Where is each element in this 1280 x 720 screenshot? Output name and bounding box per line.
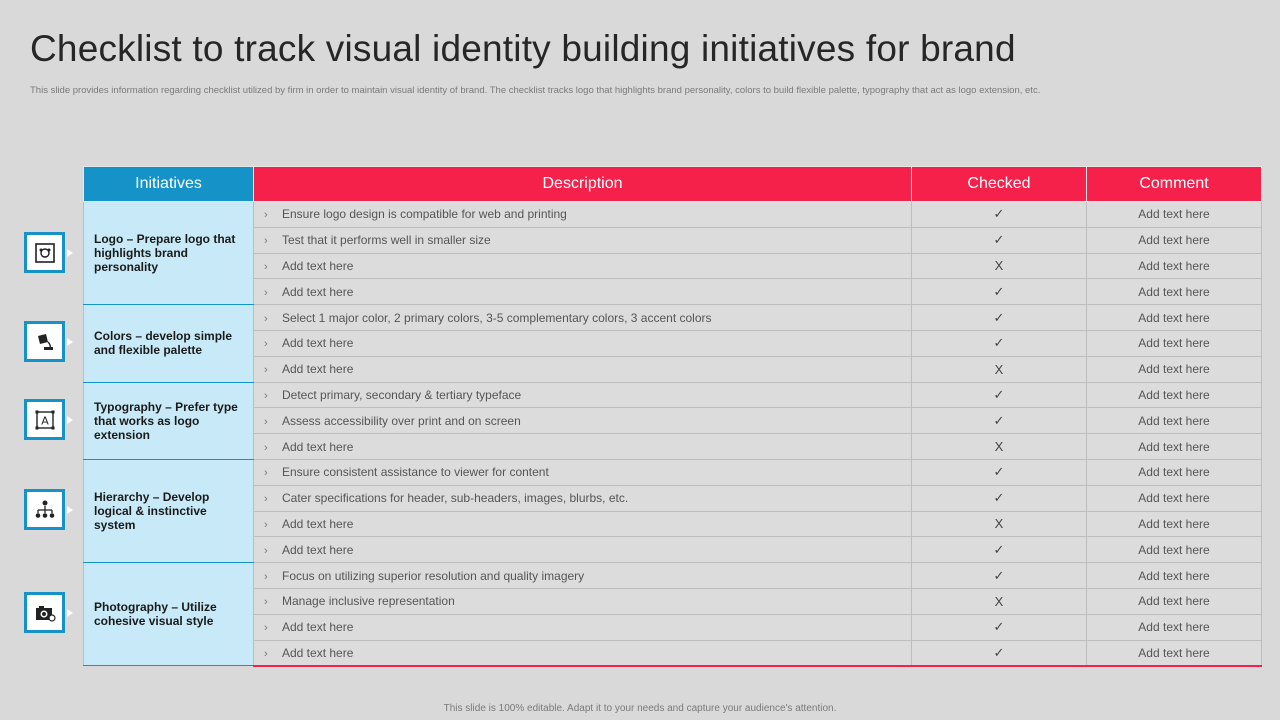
logo-arrow — [67, 249, 73, 257]
logo-frame-icon — [33, 241, 57, 265]
description-text: Select 1 major color, 2 primary colors, 3-5 complementary colors, 3 accent colors — [282, 310, 712, 325]
comment-cell[interactable]: Add text here — [1087, 202, 1262, 228]
table-row — [84, 537, 1262, 563]
description-cell — [254, 459, 912, 485]
slide-subtitle: This slide provides information regarding checklist utilized by firm in order to maintain visual identity of brand. The checklist tracks logo that highlights brand personality, colors to build flexible palette, typography that act as logo extension, etc. — [30, 85, 1041, 96]
description-cell — [254, 614, 912, 640]
comment-cell[interactable]: Add text here — [1087, 588, 1262, 614]
typography-icon — [33, 408, 57, 432]
description-cell — [254, 227, 912, 253]
checked-cell: ✓ — [912, 537, 1087, 563]
initiative-cell: Photography – Utilize cohesive visual style — [84, 563, 254, 666]
description-text: Add text here — [282, 336, 354, 351]
table-row — [84, 330, 1262, 356]
description-text: Assess accessibility over print and on screen — [282, 413, 521, 428]
chevron-right-icon: › — [264, 338, 268, 351]
chevron-right-icon: › — [264, 467, 268, 480]
table-row — [84, 253, 1262, 279]
description-cell — [254, 253, 912, 279]
description-text: Manage inclusive representation — [282, 594, 455, 609]
comment-cell[interactable]: Add text here — [1087, 511, 1262, 537]
checklist-table — [83, 166, 1262, 667]
chevron-right-icon: › — [264, 647, 268, 660]
comment-cell[interactable]: Add text here — [1087, 614, 1262, 640]
description-cell — [254, 279, 912, 305]
photography-icon-box — [24, 592, 65, 633]
description-text: Add text here — [282, 645, 354, 660]
camera-icon — [33, 601, 57, 625]
comment-cell[interactable]: Add text here — [1087, 356, 1262, 382]
checked-cell: ✓ — [912, 305, 1087, 331]
description-cell — [254, 640, 912, 666]
table-row — [84, 227, 1262, 253]
chevron-right-icon: › — [264, 518, 268, 531]
description-text: Focus on utilizing superior resolution and quality imagery — [282, 568, 585, 583]
typography-arrow — [67, 416, 73, 424]
header-comment: Comment — [1087, 167, 1262, 202]
description-cell — [254, 356, 912, 382]
hierarchy-icon-box — [24, 489, 65, 530]
initiative-cell: Colors – develop simple and flexible palette — [84, 305, 254, 382]
chevron-right-icon: › — [264, 596, 268, 609]
description-cell — [254, 485, 912, 511]
description-cell — [254, 588, 912, 614]
checked-cell: X — [912, 253, 1087, 279]
description-text: Add text here — [282, 362, 354, 377]
comment-cell[interactable]: Add text here — [1087, 253, 1262, 279]
checked-cell: X — [912, 511, 1087, 537]
typography-icon-box — [24, 399, 65, 440]
comment-cell[interactable]: Add text here — [1087, 459, 1262, 485]
description-text: Cater specifications for header, sub-headers, images, blurbs, etc. — [282, 491, 629, 506]
description-cell — [254, 434, 912, 460]
checked-cell: ✓ — [912, 279, 1087, 305]
comment-cell[interactable]: Add text here — [1087, 434, 1262, 460]
comment-cell[interactable]: Add text here — [1087, 330, 1262, 356]
checked-cell: ✓ — [912, 202, 1087, 228]
checked-cell: ✓ — [912, 330, 1087, 356]
comment-cell[interactable]: Add text here — [1087, 485, 1262, 511]
table-row — [84, 434, 1262, 460]
chevron-right-icon: › — [264, 235, 268, 248]
table-row — [84, 202, 1262, 228]
table-row — [84, 640, 1262, 666]
chevron-right-icon: › — [264, 622, 268, 635]
description-text: Add text here — [282, 258, 354, 273]
checked-cell: ✓ — [912, 485, 1087, 511]
chevron-right-icon: › — [264, 493, 268, 506]
chevron-right-icon: › — [264, 312, 268, 325]
description-cell — [254, 202, 912, 228]
checked-cell: ✓ — [912, 640, 1087, 666]
svg-text:A: A — [40, 414, 49, 427]
table-row — [84, 408, 1262, 434]
table-row — [84, 485, 1262, 511]
chevron-right-icon: › — [264, 260, 268, 273]
chevron-right-icon: › — [264, 570, 268, 583]
slide-footer: This slide is 100% editable. Adapt it to your needs and capture your audience's attention. — [443, 703, 837, 714]
table-row — [84, 563, 1262, 589]
checked-cell: X — [912, 434, 1087, 460]
checked-cell: ✓ — [912, 382, 1087, 408]
chevron-right-icon: › — [264, 544, 268, 557]
colors-icon-box — [24, 321, 65, 362]
description-cell — [254, 382, 912, 408]
checked-cell: X — [912, 356, 1087, 382]
chevron-right-icon: › — [264, 441, 268, 454]
header-description: Description — [254, 167, 912, 202]
comment-cell[interactable]: Add text here — [1087, 227, 1262, 253]
table-row — [84, 459, 1262, 485]
description-text: Ensure logo design is compatible for web and printing — [282, 207, 567, 222]
chevron-right-icon: › — [264, 389, 268, 402]
comment-cell[interactable]: Add text here — [1087, 640, 1262, 666]
chevron-right-icon: › — [264, 286, 268, 299]
description-text: Add text here — [282, 516, 354, 531]
description-text: Test that it performs well in smaller size — [282, 233, 491, 248]
comment-cell[interactable]: Add text here — [1087, 563, 1262, 589]
chevron-right-icon: › — [264, 209, 268, 222]
comment-cell[interactable]: Add text here — [1087, 305, 1262, 331]
header-initiatives: Initiatives — [84, 167, 254, 202]
initiative-cell: Logo – Prepare logo that highlights brand personality — [84, 202, 254, 305]
logo-icon-box — [24, 232, 65, 273]
checked-cell: ✓ — [912, 459, 1087, 485]
initiative-cell: Typography – Prefer type that works as logo extension — [84, 382, 254, 459]
description-text: Add text here — [282, 542, 354, 557]
description-text: Ensure consistent assistance to viewer for content — [282, 465, 549, 480]
comment-cell[interactable]: Add text here — [1087, 408, 1262, 434]
comment-cell[interactable]: Add text here — [1087, 537, 1262, 563]
chevron-right-icon: › — [264, 415, 268, 428]
paint-bucket-icon — [33, 330, 57, 354]
table-row — [84, 511, 1262, 537]
hierarchy-arrow — [67, 506, 73, 514]
slide-title: Checklist to track visual identity building initiatives for brand — [30, 28, 1016, 69]
checked-cell: ✓ — [912, 408, 1087, 434]
description-cell — [254, 408, 912, 434]
checked-cell: ✓ — [912, 227, 1087, 253]
colors-arrow — [67, 338, 73, 346]
description-cell — [254, 511, 912, 537]
description-cell — [254, 563, 912, 589]
table-row — [84, 356, 1262, 382]
table-row — [84, 382, 1262, 408]
comment-cell[interactable]: Add text here — [1087, 382, 1262, 408]
hierarchy-icon — [33, 498, 57, 522]
checked-cell: X — [912, 588, 1087, 614]
chevron-right-icon: › — [264, 364, 268, 377]
description-text: Add text here — [282, 284, 354, 299]
header-checked: Checked — [912, 167, 1087, 202]
photography-arrow — [67, 609, 73, 617]
table-row — [84, 614, 1262, 640]
table-row — [84, 305, 1262, 331]
description-text: Detect primary, secondary & tertiary typeface — [282, 387, 522, 402]
table-row — [84, 279, 1262, 305]
description-text: Add text here — [282, 620, 354, 635]
description-cell — [254, 537, 912, 563]
description-cell — [254, 330, 912, 356]
description-cell — [254, 305, 912, 331]
description-text: Add text here — [282, 439, 354, 454]
comment-cell[interactable]: Add text here — [1087, 279, 1262, 305]
checked-cell: ✓ — [912, 614, 1087, 640]
table-header-row — [84, 167, 1262, 202]
initiative-cell: Hierarchy – Develop logical & instinctive system — [84, 459, 254, 562]
table-row — [84, 588, 1262, 614]
checked-cell: ✓ — [912, 563, 1087, 589]
